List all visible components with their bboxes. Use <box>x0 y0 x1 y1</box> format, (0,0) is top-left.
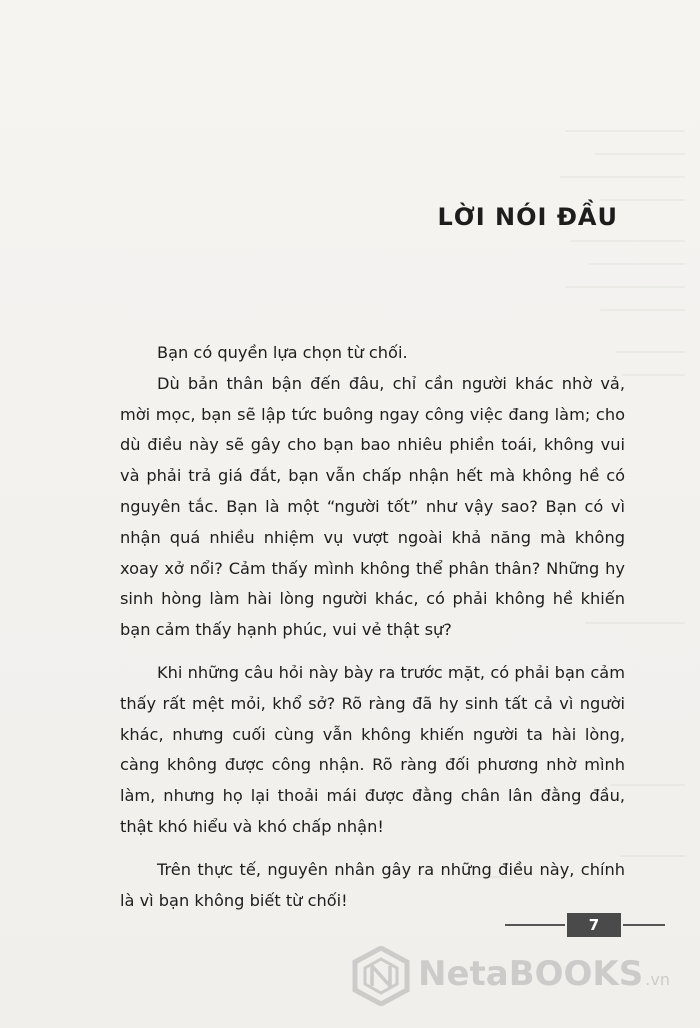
page-number-rule-left <box>505 924 565 926</box>
paragraph: Bạn có quyền lựa chọn từ chối. <box>157 343 408 362</box>
netabooks-logo-icon <box>350 946 412 1006</box>
watermark <box>350 946 690 1006</box>
watermark-brand-name: NetaBOOKS <box>418 954 644 994</box>
page-number-row <box>505 913 665 937</box>
page-number: 7 <box>567 913 621 937</box>
body-text <box>120 338 625 928</box>
chapter-title: LỜI NÓI ĐẦU <box>437 203 618 231</box>
watermark-brand <box>418 954 670 1000</box>
paragraph: Dù bản thân bận đến đâu, chỉ cần người khác nhờ vả, mời mọc, bạn sẽ lập tức buông ngay công việc đang làm; cho dù điều này sẽ gây cho bạn bao nhiêu phiền toái, không vui và phải trả giá đắt, bạn vẫn chấp nhận hết mà không hề có nguyên tắc. Bạn là một “người tốt” như vậy sao? Bạn có vì nhận quá nhiều nhiệm vụ vượt ngoài khả năng mà không xoay xở nổi? Cảm thấy mình không thể phân thân? Những hy sinh hòng làm hài lòng người khác, có phải không hề khiến bạn cảm thấy hạnh phúc, vui vẻ thật sự? <box>120 373 625 640</box>
paragraph: Trên thực tế, nguyên nhân gây ra những điều này, chính là vì bạn không biết từ chối! <box>120 859 625 910</box>
watermark-domain-suffix: .vn <box>645 970 670 989</box>
paragraph: Khi những câu hỏi này bày ra trước mặt, có phải bạn cảm thấy rất mệt mỏi, khổ sở? Rõ ràng đã hy sinh tất cả vì người khác, nhưng cuối cùng vẫn không khiến người ta hài lòng, càng không được công nhận. Rõ ràng đối phương nhờ mình làm, nhưng họ lại thoải mái được đằng chân lân đằng đầu, thật khó hiểu và khó chấp nhận! <box>120 662 625 836</box>
page-number-rule-right <box>623 924 665 926</box>
